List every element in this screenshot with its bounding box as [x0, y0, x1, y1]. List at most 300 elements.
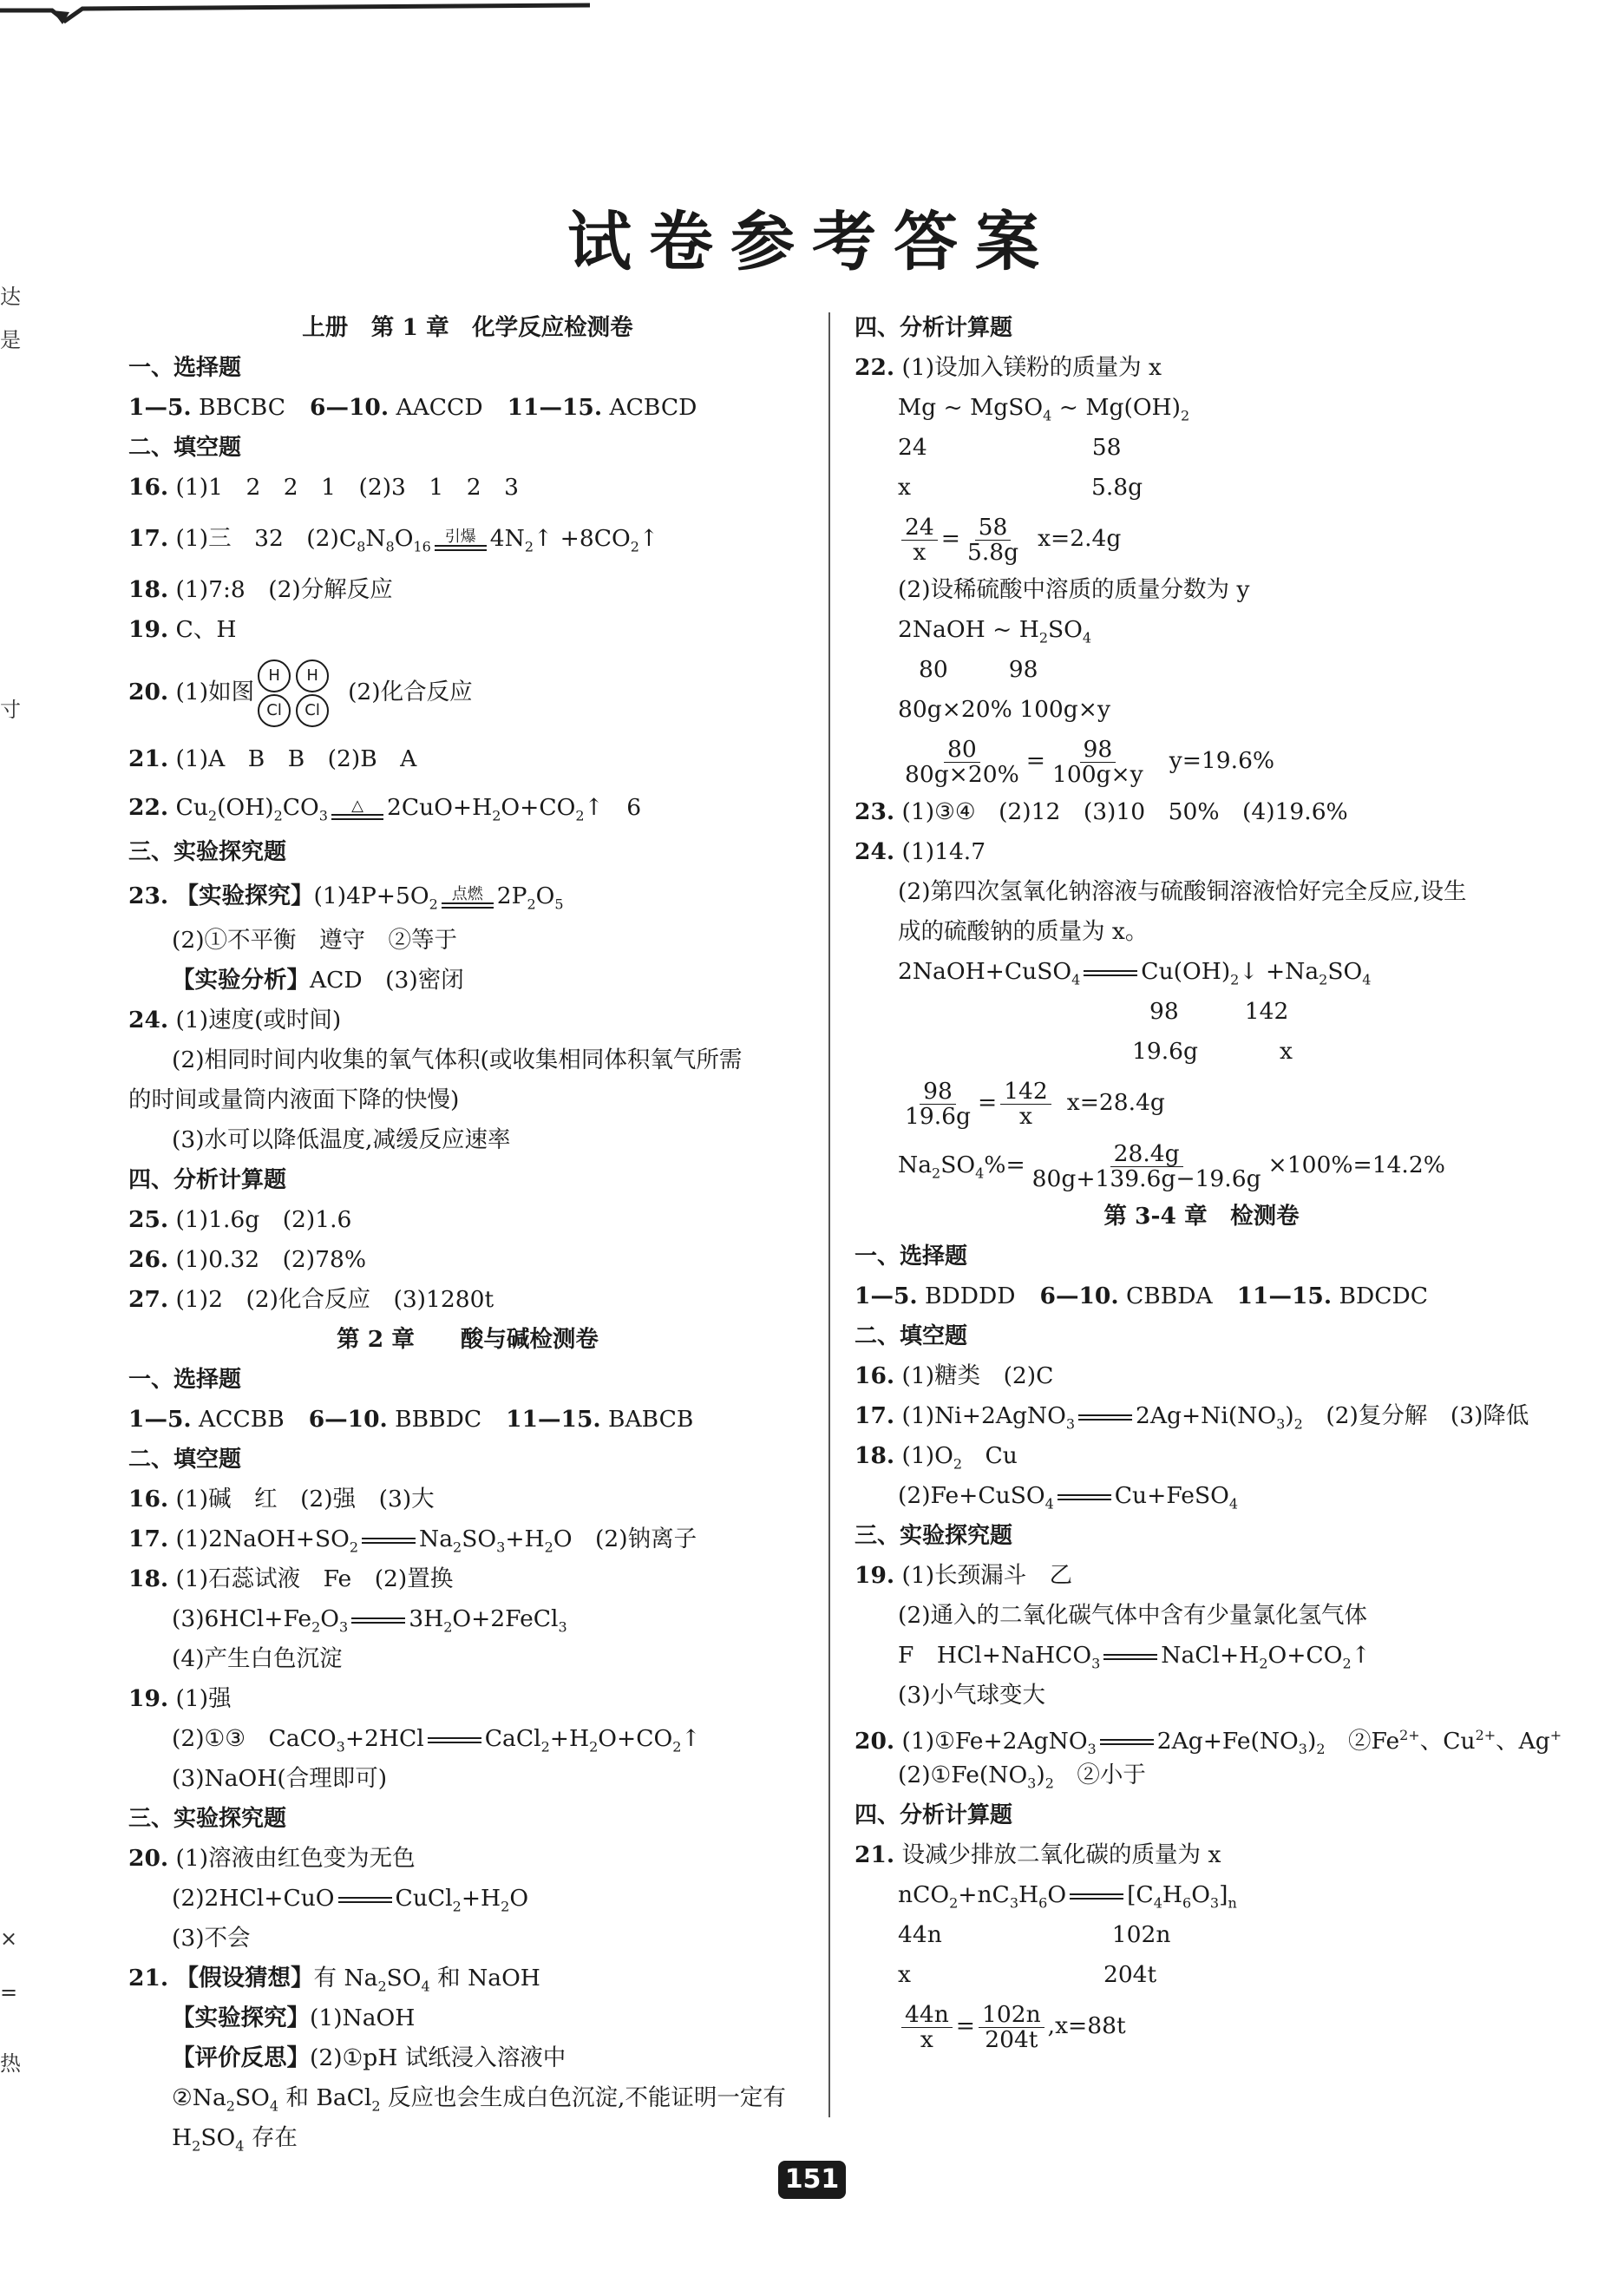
answer-text: 80: [919, 656, 948, 683]
answer-text: (1)2NaOH+SO: [175, 1526, 350, 1552]
page-number: 151: [778, 2161, 846, 2199]
left-column: [128, 308, 807, 2158]
answer-line: $H_2SO_4$ 存在: [172, 2124, 298, 2155]
answer-text: (1)7:8 (2)分解反应: [175, 576, 393, 603]
q-num: 18.: [855, 1442, 895, 1469]
answer-text: AACCD: [396, 394, 483, 421]
answer-text: +2HCl: [344, 1725, 424, 1752]
answer-line: 2NaOH ~ $H_2SO_4$: [898, 616, 1092, 646]
fraction: [979, 2000, 1044, 2053]
h-atom: H: [296, 659, 329, 692]
answer-line: [855, 832, 1549, 872]
answer-line: [855, 792, 1549, 832]
answer-line: 2NaOH+CuSO$_4$ $Cu(OH)_2↓ +Na_2SO_4$: [898, 958, 1372, 988]
answer-text: +H: [461, 1885, 501, 1912]
answer-line: [855, 1356, 1549, 1396]
fraction: [1000, 1079, 1051, 1129]
answer-line: 17. $(1)2NaOH+SO_2$ $Na_2SO_3+H_2O$ (2)钠离子: [128, 1526, 697, 1556]
answer-text: (1)糖类 (2)C: [901, 1362, 1054, 1389]
answer-line: (3)小气球变大: [898, 1682, 1046, 1709]
fraction: [901, 515, 938, 565]
answer-text: C、H: [175, 616, 237, 643]
answer-text: ②Fe: [1325, 1727, 1400, 1755]
answer-text: BDCDC: [1339, 1283, 1429, 1309]
answer-line: [855, 650, 1549, 690]
reaction-condition: [435, 529, 487, 551]
h-atom: H: [258, 659, 291, 692]
answer-text: 设减少排放二氧化碳的质量为 x: [901, 1841, 1221, 1868]
q-num: 17.: [855, 1402, 895, 1429]
answer-text: (1)长颈漏斗 乙: [901, 1562, 1073, 1589]
answer-text: ACD (3)密闭: [310, 967, 464, 994]
answer-text: ②Na: [172, 2084, 226, 2111]
equals-bar: [1103, 1654, 1157, 1660]
cl-atom: Cl: [258, 694, 291, 727]
answer-text: ↑: [681, 1725, 701, 1752]
answer-line: (2)①不平衡 遵守 ②等于: [172, 927, 458, 954]
answer-text: H: [1018, 1881, 1039, 1908]
equals-bar: [338, 1897, 392, 1903]
answer-text: (1)如图: [175, 679, 255, 705]
bracket-label: 【假设猜想】: [175, 1965, 314, 1992]
answer-line: [128, 2038, 807, 2078]
q-num: 21.: [855, 1841, 895, 1868]
answer-text: NaCl+H: [1161, 1642, 1260, 1669]
q-num: 11—15.: [507, 394, 603, 421]
denominator: 80g+139.6g−19.6g: [1031, 1165, 1261, 1192]
column-divider: [828, 312, 830, 2117]
answer-text: SO: [1048, 616, 1083, 643]
answer-text: 4N: [489, 525, 525, 552]
answer-text: ↓ +Na: [1239, 958, 1320, 985]
q-num: 6—10.: [308, 1406, 388, 1433]
answer-line: [855, 1835, 1549, 1875]
answer-text: (1)NaOH: [310, 2005, 416, 2031]
fraction: [901, 1079, 974, 1129]
numerator: 102n: [979, 2003, 1044, 2028]
answer-text: O: [509, 1885, 529, 1912]
edge-fragment: 达: [0, 285, 21, 309]
answer-line: [855, 348, 1549, 388]
condition-label: 引爆: [444, 527, 476, 546]
bracket-label: 【评价反思】: [172, 2044, 310, 2071]
answer-text: O: [1191, 1881, 1210, 1908]
answer-text: O+CO: [501, 794, 576, 821]
answer-text: (2)①pH 试纸浸入溶液中: [310, 2044, 566, 2071]
q-num: 1—5.: [128, 1406, 192, 1433]
section-heading: 三、实验探究题: [128, 839, 287, 865]
answer-text: (1)1.6g (2)1.6: [175, 1206, 352, 1233]
answer-text: ,x=88t: [1047, 2012, 1126, 2039]
q-num: 20.: [855, 1727, 895, 1755]
answer-text: x: [898, 1961, 911, 1988]
answer-text: 2Ag+Ni(NO: [1136, 1402, 1277, 1429]
answer-line: [128, 388, 807, 428]
equals-bar: [362, 1538, 416, 1544]
q-num: 21.: [128, 745, 169, 772]
q-num: 17.: [128, 525, 169, 552]
answer-line: [855, 1276, 1549, 1316]
scan-edge-mark-svg: [0, 0, 607, 35]
section-heading: 二、填空题: [855, 1323, 968, 1349]
q-num: 16.: [128, 474, 169, 501]
answer-text: x: [1279, 1038, 1293, 1065]
answer-text: ②小于: [1053, 1762, 1146, 1788]
section-heading: 四、分析计算题: [128, 1167, 287, 1193]
q-num: 16.: [128, 1486, 169, 1513]
answer-text: SO: [940, 1152, 976, 1178]
answer-text: (1)强: [175, 1685, 232, 1712]
q-num: 19.: [128, 616, 169, 643]
equals-bar: [435, 545, 487, 551]
equals-bar: [442, 902, 494, 909]
answer-text: 98: [1008, 656, 1038, 683]
denominator: x: [920, 2025, 933, 2053]
answer-text: Cu(OH): [1141, 958, 1231, 985]
numerator: 28.4g: [1110, 1142, 1183, 1167]
denominator: 80g×20%: [905, 760, 1019, 788]
answer-text: +H: [505, 1526, 545, 1552]
answer-text: 2NaOH+CuSO: [898, 958, 1072, 985]
numerator: 58: [975, 515, 1012, 541]
answer-line: 成的硫酸钠的质量为 x。: [898, 918, 1149, 945]
denominator: 204t: [985, 2025, 1038, 2053]
answer-text: CBBDA: [1126, 1283, 1213, 1309]
answer-text: 24: [898, 434, 927, 461]
fraction: [901, 2000, 953, 2053]
q-num: 20.: [128, 679, 169, 705]
numerator: 44n: [901, 2003, 953, 2028]
answer-line: [128, 650, 807, 735]
answer-text: O (2)钠离子: [553, 1526, 697, 1552]
answer-line: $\frac{80}{80g\times 20\%}$ = $\frac{98}{100g\times y}$ y=19.6%: [855, 730, 1549, 792]
q-num: 19.: [855, 1562, 895, 1589]
edge-fragment: =: [0, 1980, 18, 2005]
cl-atom: Cl: [296, 694, 329, 727]
answer-line: (2)设稀硫酸中溶质的质量分数为 y: [898, 576, 1250, 603]
page-title: 试卷参考答案: [567, 205, 1057, 279]
answer-line: [855, 992, 1549, 1032]
answer-line: (4)产生白色沉淀: [172, 1645, 343, 1672]
q-num: 18.: [128, 1565, 169, 1592]
answer-text: x: [898, 474, 911, 501]
answer-line: [128, 1280, 807, 1320]
bracket-label: 【实验分析】: [172, 967, 310, 994]
answer-text: Cu: [962, 1442, 1018, 1469]
answer-line: Mg ~ MgSO$_4$ ~ $Mg(OH)_2$: [898, 394, 1190, 424]
answer-line: $Na_2SO_4\%=$ $\frac{28.4g}{80g+139.6g-19.6g}$ ×100%=14.2%: [898, 1139, 1445, 1192]
answer-text: (1)O: [901, 1442, 953, 1469]
answer-line: [128, 1559, 807, 1599]
answer-text: H: [1162, 1881, 1182, 1908]
answer-text: 204t: [1103, 1961, 1157, 1988]
answer-text: ×100%=14.2%: [1267, 1152, 1445, 1178]
answer-text: 和 NaOH: [429, 1965, 540, 1992]
answer-line: (2)第四次氢氧化钠溶液与硫酸铜溶液恰好完全反应,设生: [898, 878, 1467, 905]
answer-text: (1)①Fe+2AgNO: [901, 1727, 1088, 1755]
answer-line: (2)通入的二氧化碳气体中含有少量氯化氢气体: [898, 1602, 1368, 1629]
numerator: 98: [1080, 738, 1116, 763]
answer-text: (1)设加入镁粉的质量为 x: [901, 354, 1162, 381]
answer-text: (2)复分解 (3)降低: [1302, 1402, 1529, 1429]
answer-line: [855, 1955, 1549, 1995]
q-num: 1—5.: [128, 394, 192, 421]
answer-text: SO: [1327, 958, 1363, 985]
scan-edge-mark: [0, 0, 607, 35]
answer-line: [855, 428, 1549, 468]
answer-text: (1)溶液由红色变为无色: [175, 1845, 416, 1872]
answer-line: $\frac{24}{x}$ = $\frac{58}{5.8g}$ x=2.4g: [855, 508, 1549, 570]
section-heading: 三、实验探究题: [855, 1523, 1013, 1549]
answer-text: (2)化合反应: [348, 679, 473, 705]
answer-text: CuCl: [395, 1885, 453, 1912]
q-num: 27.: [128, 1286, 169, 1313]
answer-line: F HCl+NaHCO$_3$ $NaCl+H_2O+CO_2↑$: [898, 1642, 1371, 1672]
answer-text: (2)2HCl+CuO: [172, 1885, 335, 1912]
equals-bar: [1078, 1414, 1132, 1421]
answer-line: 80g×20% 100g×y: [898, 696, 1110, 723]
answer-text: (2)①③ CaCO: [172, 1725, 337, 1752]
answer-text: (1)③④ (2)12 (3)10 50% (4)19.6%: [901, 798, 1348, 825]
answer-text: BBCBC: [199, 394, 286, 421]
answer-text: 2NaOH ~ H: [898, 616, 1039, 643]
answer-text: (1)0.32 (2)78%: [175, 1246, 367, 1273]
denominator: 19.6g: [905, 1102, 971, 1130]
answer-text: BABCB: [608, 1406, 694, 1433]
answer-text: (1)Ni+2AgNO: [901, 1402, 1066, 1429]
equals-bar: [351, 1618, 405, 1624]
section-heading: 一、选择题: [128, 1367, 242, 1393]
answer-line: [128, 735, 807, 784]
answer-text: BBBDC: [395, 1406, 482, 1433]
answer-line: [128, 610, 807, 650]
reaction-condition: [331, 798, 383, 820]
numerator: 98: [920, 1079, 956, 1105]
denominator: x: [913, 538, 927, 566]
answer-line: (2)①③ CaCO$_3$+2HCl $CaCl_2+H_2O+CO_2↑$: [172, 1725, 701, 1755]
section-heading: 四、分析计算题: [855, 315, 1013, 341]
answer-text: (1)4P+5O: [313, 883, 429, 909]
answer-text: (3)6HCl+Fe: [172, 1605, 312, 1632]
q-num: 6—10.: [310, 394, 390, 421]
answer-text: x=2.4g: [1038, 525, 1122, 552]
section-heading: 一、选择题: [128, 355, 242, 381]
answer-line: (2)Fe+CuSO$_4$ Cu+FeSO$_4$: [898, 1482, 1239, 1513]
molecule-row: [258, 659, 329, 692]
answer-text: Cu+FeSO: [1114, 1482, 1229, 1509]
q-num: 19.: [128, 1685, 169, 1712]
answer-line: (2)相同时间内收集的氧气体积(或收集相同体积氧气所需: [172, 1047, 743, 1073]
answer-text: ↑ +8CO: [534, 525, 631, 552]
answer-text: Na: [419, 1526, 454, 1552]
equals-bar: [1100, 1739, 1154, 1745]
answer-text: O: [1047, 1881, 1067, 1908]
right-column: [855, 308, 1562, 2057]
q-num: 16.: [855, 1362, 895, 1389]
q-num: 23.: [855, 798, 895, 825]
answer-text: 和 BaCl: [278, 2084, 372, 2111]
answer-line: [128, 1400, 807, 1440]
answer-text: (1)A B B (2)B A: [175, 745, 417, 772]
answer-text: (1)三 32 (2)C: [175, 525, 357, 552]
q-num: 22.: [128, 794, 169, 821]
answer-line: [128, 1001, 807, 1040]
fraction: [901, 735, 1023, 788]
answer-text: O+CO: [1267, 1642, 1343, 1669]
edge-fragment: 热: [0, 2051, 21, 2076]
q-num: 6—10.: [1039, 1283, 1119, 1309]
section-heading: 四、分析计算题: [855, 1802, 1013, 1828]
answer-text: (2)Fe+CuSO: [898, 1482, 1045, 1509]
answer-text: nCO: [898, 1881, 950, 1908]
chapter-heading: 上册 第 1 章 化学反应检测卷: [302, 314, 633, 341]
answer-text: (1)碱 红 (2)强 (3)大: [175, 1486, 435, 1513]
answer-line: $nCO_2+nC_3H_6O$ $[C_4H_6O_3]_n$: [898, 1881, 1237, 1912]
answer-text: ): [1306, 1727, 1317, 1755]
answer-line: (3)水可以降低温度,减缓反应速率: [172, 1126, 511, 1153]
answer-line: (3)不会: [172, 1925, 251, 1952]
answer-text: BDDDD: [925, 1283, 1016, 1309]
answer-text: 2P: [496, 883, 527, 909]
answer-text: +nC: [958, 1881, 1010, 1908]
numerator: 80: [944, 738, 980, 763]
answer-text: (1)速度(或时间): [175, 1007, 342, 1034]
answer-text: ACBCD: [609, 394, 697, 421]
denominator: x: [1019, 1102, 1032, 1130]
condition-label: 点燃: [451, 884, 483, 903]
answer-text: ): [1285, 1402, 1294, 1429]
answer-text: (1)1 2 2 1 (2)3 1 2 3: [175, 474, 520, 501]
answer-line: [128, 468, 807, 508]
numerator: 142: [1000, 1079, 1051, 1105]
numerator: 24: [901, 515, 938, 541]
answer-text: 142: [1244, 998, 1289, 1025]
answer-line: $②Na_2SO_4$ 和 BaCl$_2$ 反应也会生成白色沉淀,不能证明一定有: [172, 2084, 786, 2115]
answer-line: [855, 468, 1549, 508]
answer-line: 17. (1)三 32 $(2)C_8N_8O_{16}$ 引爆 $4N_2↑$ $+8CO_2↑$: [128, 525, 659, 555]
answer-text: ]: [1219, 1881, 1228, 1908]
answer-text: +H: [549, 1725, 590, 1752]
answer-text: SO: [386, 1965, 422, 1992]
q-num: 11—15.: [1236, 1283, 1333, 1309]
condition-label: △: [351, 796, 363, 815]
answer-text: [C: [1127, 1881, 1154, 1908]
answer-text: O+CO: [598, 1725, 673, 1752]
section-heading: 二、填空题: [128, 435, 242, 461]
answer-text: 19.6g: [1132, 1038, 1198, 1065]
edge-fragment: ×: [0, 1926, 18, 1951]
answer-text: ): [1036, 1762, 1045, 1788]
answer-text: 2Ag+Fe(NO: [1156, 1727, 1299, 1755]
answer-text: SO: [462, 1526, 497, 1552]
edge-fragment: 是: [0, 328, 21, 352]
edge-fragment: 寸: [0, 698, 21, 722]
answer-text: 有 Na: [313, 1965, 378, 1992]
answer-text: O+2FeCl: [452, 1605, 559, 1632]
answer-text: SO: [234, 2084, 270, 2111]
reaction-condition: [442, 884, 494, 909]
section-heading: 二、填空题: [128, 1447, 242, 1473]
q-num: 24.: [128, 1007, 169, 1034]
answer-line: 17. (1)Ni+2AgNO$_3$ $2Ag+Ni(NO_3)_2$ (2)复分解 (3)降低: [855, 1402, 1529, 1433]
answer-text: 2CuO+H: [386, 794, 493, 821]
fraction: [964, 515, 1022, 565]
answer-text: (1)14.7: [901, 838, 986, 865]
answer-text: 、Ag: [1496, 1727, 1550, 1755]
answer-text: 102n: [1111, 1921, 1171, 1948]
answer-text: (1)石蕊试液 Fe (2)置换: [175, 1565, 454, 1592]
section-heading: 一、选择题: [855, 1243, 968, 1270]
answer-line: [128, 1679, 807, 1719]
answer-line: $\frac{98}{19.6g}$ = $\frac{142}{x}$ x=28.4g: [855, 1072, 1549, 1134]
q-num: 25.: [128, 1206, 169, 1233]
q-num: 18.: [128, 576, 169, 603]
answer-text: 3H: [409, 1605, 444, 1632]
answer-text: CaCl: [484, 1725, 541, 1752]
q-num: 11—15.: [506, 1406, 601, 1433]
q-num: 23.: [128, 883, 169, 909]
answer-text: 5.8g: [1090, 474, 1143, 501]
answer-line: [128, 1240, 807, 1280]
answer-line: 的时间或量筒内液面下降的快慢): [128, 1086, 460, 1113]
bracket-label: 【实验探究】: [175, 883, 314, 909]
answer-text: y=19.6%: [1169, 747, 1275, 774]
answer-line: $\frac{44n}{x}$ = $\frac{102n}{204t}$ ,x=88t: [855, 1995, 1549, 2057]
answer-text: ↑ 6: [584, 794, 642, 821]
chapter-heading: 第 3-4 章 检测卷: [1103, 1203, 1300, 1230]
answer-text: F HCl+NaHCO: [898, 1642, 1092, 1669]
answer-text: 反应也会生成白色沉淀,不能证明一定有: [380, 2084, 786, 2111]
equals-bar: [331, 814, 383, 820]
answer-text: O: [320, 1605, 340, 1632]
answer-text: 存在: [244, 2124, 298, 2151]
answer-line: $(2)①Fe(NO_3)_2$ ②小于: [898, 1762, 1146, 1792]
answer-line: 21. 【假设猜想】有 $Na_2SO_4$ 和 NaOH: [128, 1965, 540, 1995]
answer-text: 、Cu: [1419, 1727, 1476, 1755]
answer-text: (2)①Fe(NO: [898, 1762, 1028, 1788]
answer-line: [128, 1839, 807, 1879]
q-num: 20.: [128, 1845, 169, 1872]
answer-text: CO: [282, 794, 319, 821]
chapter-heading: 第 2 章 酸与碱检测卷: [337, 1326, 599, 1353]
answer-text: ~ Mg(OH): [1051, 394, 1181, 421]
answer-text: (OH): [217, 794, 274, 821]
fraction: [1049, 735, 1147, 788]
answer-line: 18. $(1)O_2$ Cu: [855, 1442, 1018, 1473]
answer-text: x=28.4g: [1066, 1089, 1165, 1116]
answer-line: [128, 1200, 807, 1240]
answer-line: 20. (1)①Fe+2AgNO$_3$ $2Ag+Fe(NO_3)_2$ $②Fe^{2+}$、$Cu^{2+}$、Ag+: [855, 1727, 1562, 1758]
q-num: 24.: [855, 838, 895, 865]
molecule-row: [258, 694, 329, 727]
section-heading: 三、实验探究题: [128, 1806, 287, 1832]
denominator: 100g×y: [1052, 760, 1143, 788]
answer-text: (1)2 (2)化合反应 (3)1280t: [175, 1286, 494, 1313]
answer-line: $(3)6HCl+Fe_2O_3$ $3H_2O+2FeCl_3$: [172, 1605, 567, 1636]
answer-line: [855, 1032, 1549, 1072]
answer-text: 44n: [898, 1921, 942, 1948]
answer-text: ↑: [1351, 1642, 1371, 1669]
answer-text: 58: [1091, 434, 1122, 461]
answer-text: SO: [200, 2124, 236, 2151]
q-num: 26.: [128, 1246, 169, 1273]
denominator: 5.8g: [966, 538, 1019, 566]
answer-line: [128, 1998, 807, 2038]
answer-line: [855, 1915, 1549, 1955]
answer-text: ↑: [638, 525, 659, 552]
equals-bar: [428, 1737, 481, 1743]
answer-line: (3)NaOH(合理即可): [172, 1765, 388, 1792]
